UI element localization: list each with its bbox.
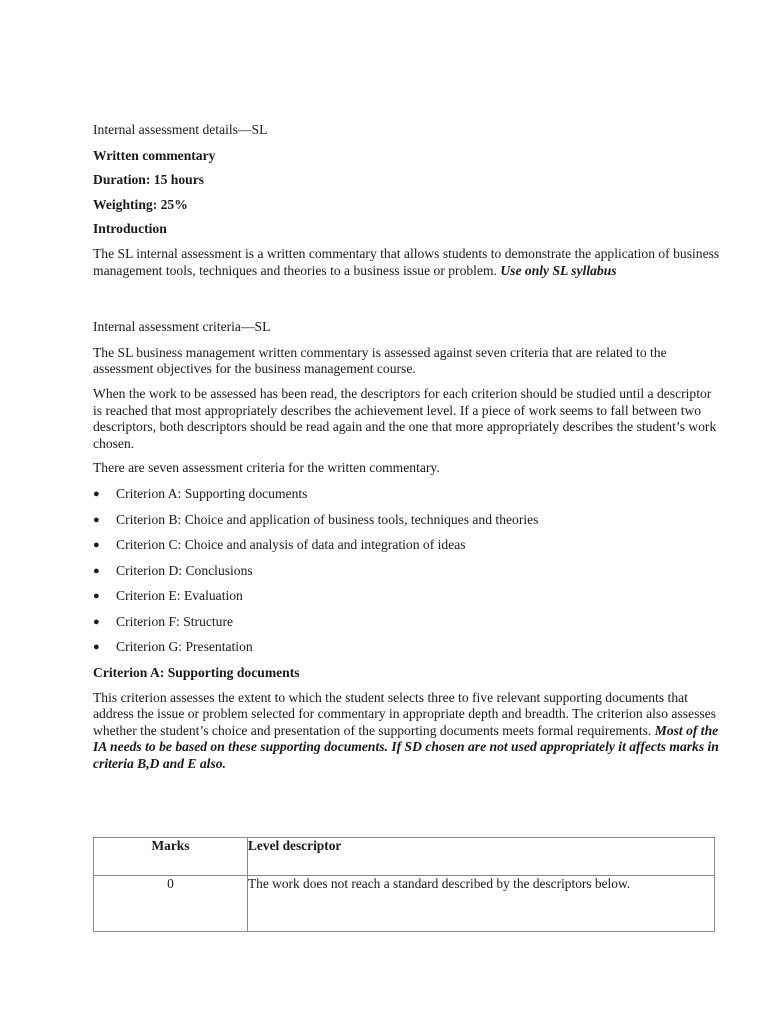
criteria-paragraph-1: The SL business management written commentary is assessed against seven criteria that are related to the assessment objectives for the business management course. [93, 344, 667, 377]
bullet-icon: ● [93, 539, 100, 552]
list-item: ● Criterion C: Choice and analysis of data and integration of ideas [93, 537, 466, 553]
criteria-paragraph-2: When the work to be assessed has been read, the descriptors for each criterion should be studied until a descriptor is reached that most appropriately describes the achievement level. If a piece of work seems to fall between two descriptors, both descriptors should be read again and the one that more appropriately describes the student’s work chosen. [93, 385, 717, 451]
marks-cell: 0 [94, 876, 248, 932]
criterion-a-paragraph [93, 690, 723, 773]
table-row [94, 876, 715, 932]
marks-column-header: Marks [94, 838, 248, 876]
section-title: Internal assessment details—SL [93, 122, 268, 137]
level-descriptor-table [93, 837, 715, 932]
list-item: ● Criterion F: Structure [93, 613, 234, 629]
list-item: ● Criterion E: Evaluation [93, 588, 243, 604]
weighting-heading: Weighting: 25% [93, 196, 188, 212]
list-item: ● Criterion G: Presentation [93, 639, 253, 655]
bullet-icon: ● [93, 513, 100, 526]
bullet-icon: ● [93, 564, 100, 577]
bullet-icon: ● [93, 615, 100, 628]
criteria-paragraph-3: There are seven assessment criteria for the written commentary. [93, 460, 440, 476]
criteria-list [93, 486, 723, 656]
criterion-a-heading: Criterion A: Supporting documents [93, 665, 300, 681]
duration-heading: Duration: 15 hours [93, 172, 205, 188]
list-item: ● Criterion D: Conclusions [93, 562, 253, 578]
introduction-heading: Introduction [93, 221, 167, 237]
bullet-icon: ● [93, 487, 100, 500]
bullet-icon: ● [93, 590, 100, 603]
intro-emphasis: Use only SL syllabus [500, 262, 617, 278]
criterion-a-text: This criterion assesses the extent to which the student selects three to five relevant supporting documents that address the issue or problem selected for commentary in appropriate depth and breadth. The criterion also assesses whether the student’s choice and presentation of the supporting documents meets formal requirements. [93, 689, 716, 738]
intro-text: The SL internal assessment is a written commentary that allows students to demonstrate the application of business management tools, techniques and theories to a business issue or problem. [93, 245, 720, 278]
list-item: ● Criterion A: Supporting documents [93, 485, 308, 501]
criteria-title: Internal assessment criteria—SL [93, 319, 271, 335]
descriptor-cell: The work does not reach a standard described by the descriptors below. [248, 876, 715, 932]
written-commentary-heading: Written commentary [93, 147, 216, 163]
table-header-row [94, 838, 715, 876]
criterion-a-emphasis: Most of the IA needs to be based on these supporting documents. If SD chosen are not used appropriately it affects marks in criteria B,D and E also. [93, 722, 719, 772]
intro-paragraph [93, 246, 723, 279]
document-page [93, 122, 723, 773]
bullet-icon: ● [93, 641, 100, 654]
descriptor-column-header: Level descriptor [248, 838, 715, 876]
list-item: ● Criterion B: Choice and application of business tools, techniques and theories [93, 511, 539, 527]
